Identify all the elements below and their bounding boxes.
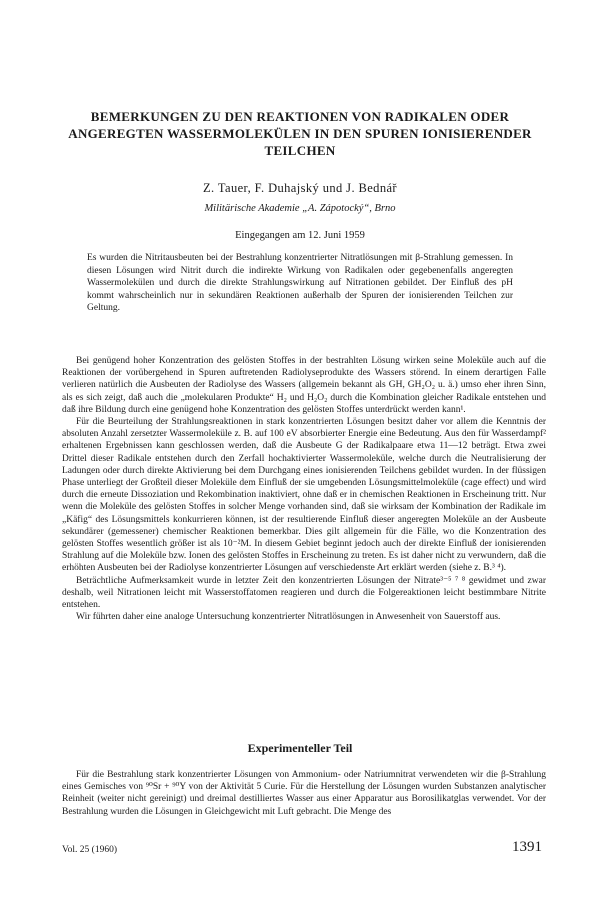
experimental-paragraph: Für die Bestrahlung stark konzentrierter Lösungen von Ammonium- oder Natriumnitrat verwendeten wir die β-Strahlung eines Gemisches von ⁹⁰Sr + ⁹⁰Y von der Aktivität 5 Curie. Für die Herstellung der Lösungen wurden Substanzen analytischer Reinheit (weiter nicht gereinigt) und dreimal destilliertes Wasser aus einer Apparatur aus Borosilikatglas verwendet. Vor der Bestrahlung wurden die Lösungen in Gleichgewicht mit Luft gebracht. Die Menge des: [62, 770, 546, 817]
introduction-text: [62, 355, 546, 623]
body-paragraph: Bei genügend hoher Konzentration des gelösten Stoffes in der bestrahlten Lösung wirken seine Moleküle auch auf die Reaktionen der vorübergehend in Spuren auftretenden Radiolyseprodukte des Wassers störend. In einem derartigen Falle verlieren natürlich die Ausbeuten der Radiolyse des Wassers (allgemein bekannt als GH, GH₂O₂ u. ä.) umso eher ihren Sinn, als es sich zeigt, daß auch die „molekularen Produkte“ H₂ und H₂O₂ durch die Kombination gleicher Radikale entstehen und daß ihre Bildung durch eine genügend hohe Konzentration des gelösten Stoffes unterdrückt werden kann¹.: [62, 356, 546, 415]
body-paragraph: Beträchtliche Aufmerksamkeit wurde in letzter Zeit den konzentrierten Lösungen der Nitrate³⁻⁵ ⁷ ⁸ gewidmet und zwar deshalb, weil Nitrationen leicht mit Wasserstoffatomen reagieren und durch die Folgereaktionen leicht bestimmbare Nitrite entstehen.: [62, 575, 546, 611]
abstract: Es wurden die Nitritausbeuten bei der Bestrahlung konzentrierter Nitratlösungen mit β-Strahlung gemessen. In diesen Lösungen wird Nitrit durch die indirekte Wirkung von Radikalen oder gegebenenfalls angeregten Wassermolekülen und durch die direkte Strahlungswirkung auf Nitrationen gebildet. Der Einfluß des pH kommt wahrscheinlich nur in sekundären Reaktionen außerhalb der Spuren der ionisierenden Teilchen zur Geltung.: [87, 253, 513, 314]
body-paragraph: Für die Beurteilung der Strahlungsreaktionen in stark konzentrierten Lösungen besitzt daher vor allem die Kenntnis der absoluten Anzahl zersetzter Wassermoleküle z. B. auf 100 eV absorbierter Energie eine Bedeutung. Aus den für Wasserdampf² erhaltenen Ergebnissen kann geschlossen werden, daß die Ausbeute G der Radikalpaare etwa 11—12 beträgt. Etwa zwei Drittel dieser Radikale entstehen durch den Zerfall hochaktivierter Wassermoleküle, welche durch die Neutralisierung der Ladungen oder durch direkte Aktivierung bei dem Durchgang eines ionisierenden Teilchens gebildet wurden. In der flüssigen Phase unterliegt der Großteil dieser Moleküle dem Einfluß der sie umgebenden Lösungsmittelmoleküle (cage effect) und wird durch die erneute Dissoziation und Rekombination inaktiviert, ohne daß er in chemischen Reaktionen in Erscheinung tritt. Nur wenn die Moleküle des gelösten Stoffes in solcher Menge vorhanden sind, daß sie wirksam der Kombination der Radikale im „Käfig“ des Lösungsmittels konkurrieren können, ist der resultierende Einfluß dieser angeregten Moleküle an der Ausbeute sekundärer (gemessener) chemischer Reaktionen bemerkbar. Dies gilt allgemein für die Fälle, wo die Konzentration des gelösten Stoffes wesentlich größer ist als 10⁻²M. In diesem Gebiet beginnt jedoch auch der direkte Einfluß der ionisierenden Strahlung auf die Moleküle bzw. Ionen des gelösten Stoffes in Erscheinung zu treten. Es ist daher nicht zu verwundern, daß die erhöhten Ausbeuten bei der Radiolyse konzentrierter Lösungen auf verschiedenste Art erklärt werden (siehe z. B.³ ⁴).: [62, 417, 546, 574]
section-heading: Experimenteller Teil: [247, 741, 353, 755]
received-date: Eingegangen am 12. Juni 1959: [235, 230, 365, 241]
author-affiliation: Militärische Akademie „A. Zápotocký“, Brno: [204, 203, 396, 214]
journal-volume: Vol. 25 (1960): [62, 845, 117, 855]
page-number: 1391: [512, 839, 542, 855]
paper-authors: Z. Tauer, F. Duhajský und J. Bednář: [202, 181, 397, 195]
body-paragraph: Wir führten daher eine analoge Untersuchung konzentrierter Nitratlösungen in Anwesenheit von Sauerstoff aus.: [76, 612, 501, 623]
paper-title: BEMERKUNGEN ZU DEN REAKTIONEN VON RADIKALEN ODER ANGEREGTEN WASSERMOLEKÜLEN IN DEN SPUREN IONISIERENDER TEILCHEN: [68, 109, 532, 158]
